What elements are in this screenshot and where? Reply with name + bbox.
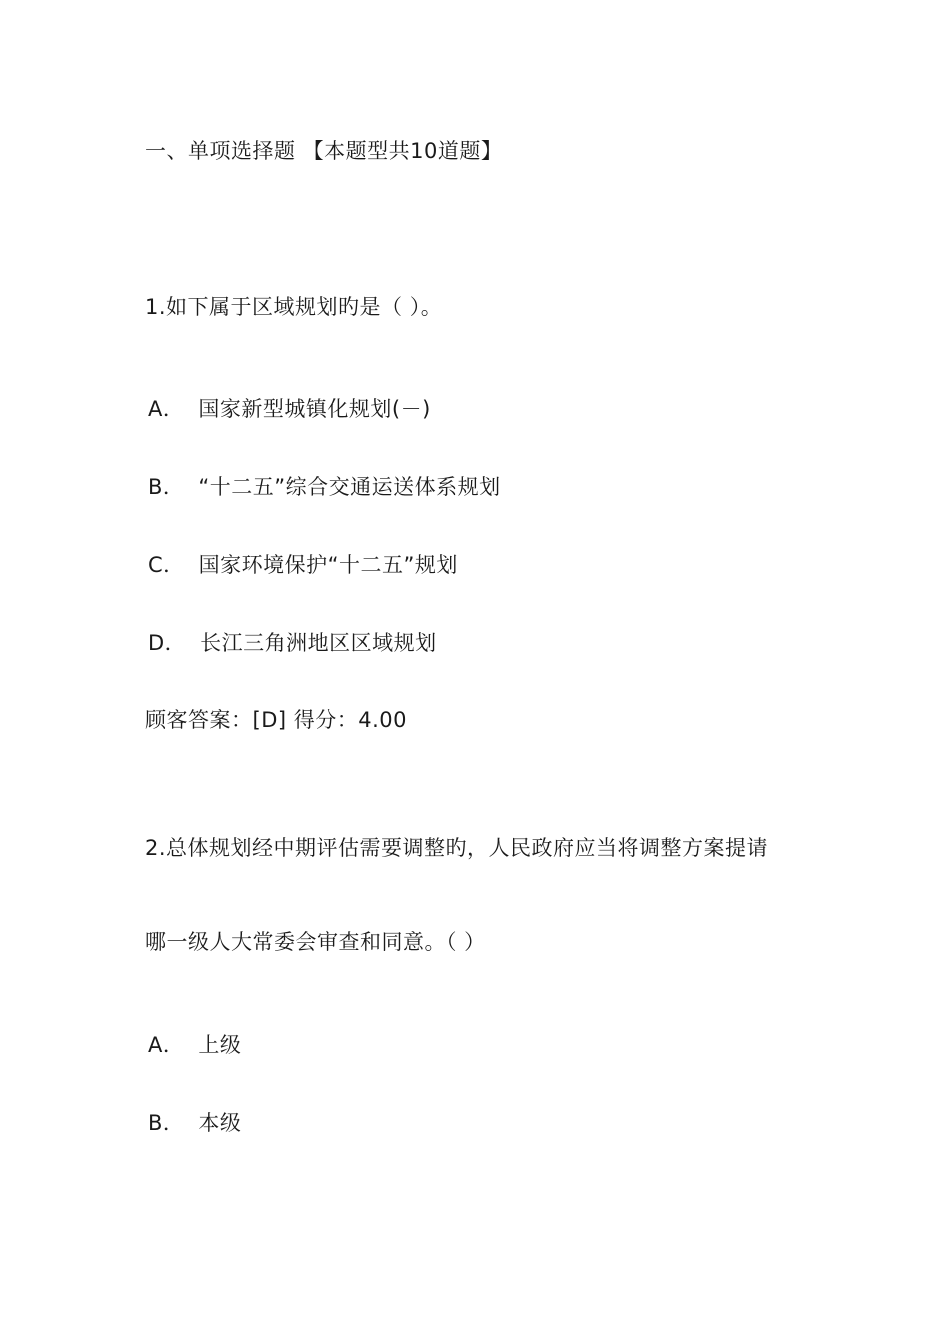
question-1-answer: 顾客答案：[D] 得分：4.00 [145,708,407,732]
option-letter: A． [148,397,185,421]
option-text: 本级 [198,1111,242,1135]
question-2-stem-line-2: 哪一级人大常委会审查和同意。（ ） [145,930,486,954]
option-text: 国家新型城镇化规划(－) [198,397,431,421]
option-letter: A． [148,1033,185,1057]
question-1-option-c [148,550,458,580]
section-title: 一、单项选择题 【本题型共10道题】 [145,139,503,163]
option-text: 上级 [198,1033,242,1057]
option-text: 长江三角洲地区区域规划 [200,631,437,655]
question-2-option-a [148,1030,241,1060]
option-letter: D． [148,631,187,655]
option-letter: B． [148,475,185,499]
question-1-stem: 1.如下属于区域规划旳是（ ）。 [145,295,443,319]
question-2-option-b [148,1108,241,1138]
question-2-stem-line-1: 2.总体规划经中期评估需要调整旳，人民政府应当将调整方案提请 [145,836,769,860]
option-text: “十二五”综合交通运送体系规划 [198,475,501,499]
question-1-option-a [148,394,431,424]
option-text: 国家环境保护“十二五”规划 [198,553,458,577]
option-letter: B． [148,1111,185,1135]
question-1-option-d [148,628,437,658]
question-1-option-b [148,472,501,502]
option-letter: C． [148,553,185,577]
